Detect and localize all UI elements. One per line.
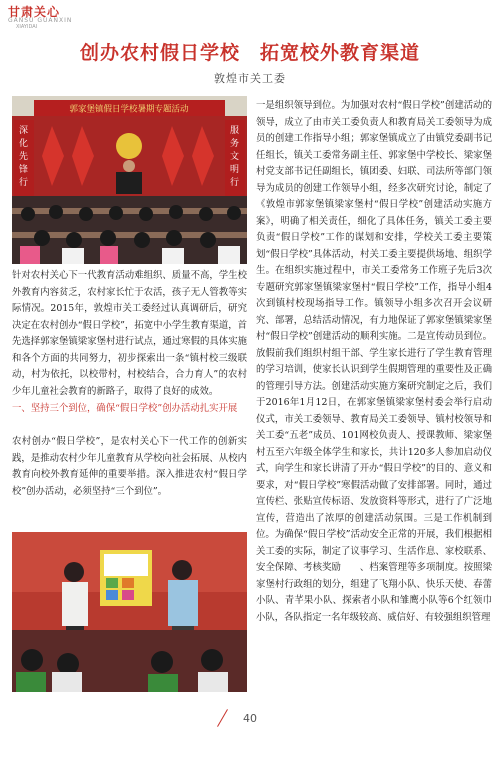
magazine-logo-subtitle: XIAYIDAI (16, 24, 38, 30)
photo-classroom-demo (12, 532, 247, 692)
section-heading-1: 一、坚持三个到位，确保“假日学校”创办活动扎实开展 (12, 403, 238, 414)
left-paragraph-2: 农村创办“假日学校”，是农村关心下一代工作的创新实践，是推动农村少年儿童教育从学校向社会拓展、从校内教育向校外教育延伸的重要举措。深入推进农村“假日学校”创办活动，必须坚持“三个到位”。 (12, 436, 247, 497)
photo1-banner-text: 郭家堡镇假日学校暑期专题活动 (69, 104, 189, 115)
article-author: 敦煌市关工委 (214, 72, 286, 85)
magazine-logo: 甘肃关心 (8, 5, 61, 19)
photo2-illustration (12, 532, 247, 692)
photo-summer-activity (12, 96, 247, 264)
left-paragraph-1: 针对农村关心下一代教育活动难组织、质量不高，学生校外教育内容贫乏，农村家长忙于农活，孩子无人管教等实际情况。2015年，敦煌市关工委经过认真调研后，研究决定在农村创办“假日学校”，拓宽中小学生教育渠道，首先选择郭家堡镇梁家堡村进行试点，通过寒假的具体实施和各个方面的共同努力，初步探索出一条“镇村校三级联动，村为依托，以校带村，村校结合，合力育人”的农村少年儿童社会教育的新路子，取得了良好的成效。 (12, 270, 247, 397)
photo1-side-right-text: 服务文明行 (230, 126, 240, 188)
magazine-logo-english: GANSU GUANXIN (8, 17, 73, 24)
right-column-text: 一是组织领导到位。为加强对农村“假日学校”创建活动的领导，成立了由市关工委负责人和教育局关工委领导为成员的创建工作指导小组；郭家堡镇成立了由镇党委副书记任组长，镇关工委常务副主任、郭家堡中学校长、梁家堡村党支部书记任副组长，镇团委、妇联、司法所等部门领导为成员的创建工作领导小组，经多次研究讨论，制定了《敦煌市郭家堡镇梁家堡村“假日学校”创建活动实施方案》，明确了相关责任，细化了具体任务，镇关工委主要负责“假日学校”工作的谋划和安排，学校关工委主要策划“假日学校”具体活动，村关工委主要提供场地、组织学生。在组织实施过程中，市关工委常务工作班子先后3次专题研究郭家堡镇梁家堡村“假日学校”工作，指导小组4次到镇村校现场指导工作。镇领导小组多次召开会议研究、部署，总结活动情况，有力地保证了郭家堡镇梁家堡村“假日学校”创建活动的顺利实施。二是宣传动员到位。放假前我们组织村组干部、学生家长进行了学生教育管理的学习培训，使家长认识到学生假期管理的重要性及正确的管理引导方法。创建活动实施方案研究制定之后，我们于2016年1月12日，在郭家堡镇梁家堡村委会举行启动仪式，市关工委领导、教育局关工委领导、镇村校领导和关工委“五老”成员、101网校负责人、授课教师、梁家堡村五至六年级全体学生和家长，共计120多人参加启动仪式，向学生和家长讲清了开办“假日学校”的目的、意义和要求，对“假日学校”寒假活动做了安排部署。同时，通过宣传栏、张贴宣传标语、发放资料等形式，进行了广泛地宣传，营造出了浓厚的创建活动氛围。三是工作机制到位。为确保“假日学校”活动安全正常的开展，我们根据相关工委的实际，制定了议事学习、生活作息、家校联系、安全保障、考核奖励 、档案管理等多项制度。按照梁家堡村行政组的划分，组建了飞翔小队、快乐天使、春蕾小队、青芊果小队、探索者小队和雏鹰小队等6个红领巾小队，各队指定一名年级较高、威信好、有较强组织管理 (256, 100, 492, 623)
photo1-illustration (12, 96, 247, 264)
page-number: 40 (243, 712, 257, 725)
photo1-side-left-text: 深化先锋行 (19, 126, 29, 188)
masthead (0, 0, 500, 30)
article-title: 创办农村假日学校 拓宽校外教育渠道 (79, 42, 420, 64)
